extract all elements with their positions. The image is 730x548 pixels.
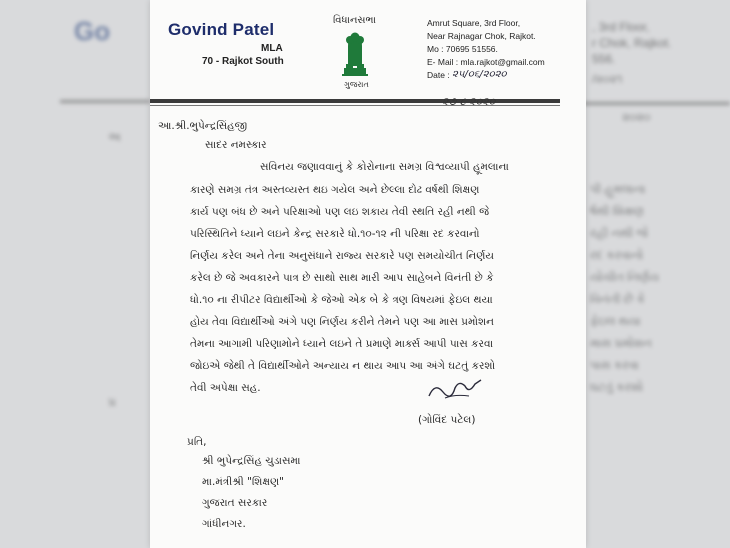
emblem-sub: ગુજરાત (344, 80, 369, 89)
address-line-3: Mo : 70695 51556. (427, 44, 498, 54)
header-date-handwritten: ૨૫/૦૬/૨૦૨૦ (452, 69, 507, 80)
background-blur-right: , 3rd Floor, r Chok, Rajkot. 556. /૨૦૨૧ ૨૦૨૦ પી હૂમલાના ર્ષથી શિક્ષણ રહી નથી જે રદ કરવાનો યોચીત નિર્ણય વિનંતી છે કે ફેઇલ થયા માસ પ્રમોશન પાસ કરવા ઘટતું કરશો (582, 0, 730, 548)
letterhead-name: Govind Patel (168, 20, 275, 39)
body-line: કરેલ છે જે અવકારને પાત્ર છે સાથો સાથ મારી આપ સાહેબને વિનંતી છે કે (190, 272, 494, 284)
background-blur-left: Go અ પ્ર (0, 0, 150, 548)
to-label: પ્રતિ, (187, 436, 207, 448)
address-line-2: Near Rajnagar Chok, Rajkot. (427, 31, 536, 41)
handwritten-date: ૨૭ ૮ ૨૦૨૦ (442, 95, 496, 108)
body-line: હોય તેવા વિદ્યાર્થીઓ અંગે પણ નિર્ણય કરીને તેમને પણ આ માસ પ્રમોશન (190, 316, 494, 328)
letter-page (150, 0, 586, 548)
greeting: સાદર નમસ્કાર (205, 139, 267, 151)
address-email: E- Mail : mla.rajkot@gmail.com (427, 57, 545, 67)
body-line: પરિસ્થિતિને ધ્યાને લઇને કેન્દ્ર સરકારે ધો.૧૦-૧૨ ની પરિક્ષા રદ કરવાનો (190, 228, 480, 240)
letterhead-rule (150, 99, 560, 103)
letterhead-rule-thin (150, 105, 560, 106)
body-line: તેવી અપેક્ષા સહ. (190, 382, 261, 394)
national-emblem-icon (338, 28, 372, 80)
salutation-to: આ.શ્રી.ભુપેન્દ્રસિંહજી (158, 120, 248, 132)
recipient-line: ગાંધીનગર. (202, 518, 246, 530)
recipient-line: મા.મંત્રીશ્રી "શિક્ષણ" (202, 476, 285, 488)
address-line-1: Amrut Square, 3rd Floor, (427, 18, 521, 28)
body-line: કારણે સમગ્ર તંત્ર અસ્તવ્યસ્ત થઇ ગયેલ અને છેલ્લા દોઢ વર્ષથી શિક્ષણ (190, 184, 480, 196)
body-line: નિર્ણય કરેલ અને તેના અનુસંધાને રાજ્ય સરકારે પણ સમયોચીત નિર્ણય (190, 250, 494, 262)
recipient-line: શ્રી ભુપેન્દ્રસિંહ ચુડાસમા (202, 455, 301, 467)
body-line: ધો.૧૦ ના રીપીટર વિદ્યાર્થીઓ કે જેઓ એક બે કે ત્રણ વિષયમાં ફેઇલ થયા (190, 294, 493, 306)
recipient-line: ગુજરાત સરકાર (202, 497, 268, 509)
letterhead-constituency: 70 - Rajkot South (202, 56, 284, 67)
body-line: સવિનય જણાવવાનું કે કોરોનાના સમગ્ર વિશ્વવ્યાપી હૂમલાના (260, 161, 509, 173)
signature-mark (425, 374, 485, 404)
body-line: કાર્ય પણ બંધ છે અને પરિક્ષાઓ પણ લઇ શકાય તેવી સ્થતિ રહી નથી જે (190, 206, 490, 218)
body-line: જોઇએ જેથી તે વિદ્યાર્થીઓને અન્યાય ન થાય આપ આ અંગે ઘટતું કરશો (190, 360, 496, 372)
letterhead-designation: MLA (261, 43, 283, 54)
address-date-label: Date : (427, 70, 450, 80)
body-line: તેમના આગામી પરિણામોને ધ્યાને લઇને તે પ્રમાણે માર્ક્સ આપી પાસ કરવા (190, 338, 494, 350)
signatory-name: (ગોવિંદ પટેલ) (418, 414, 476, 426)
emblem-label: વિધાનસભા (333, 15, 376, 26)
